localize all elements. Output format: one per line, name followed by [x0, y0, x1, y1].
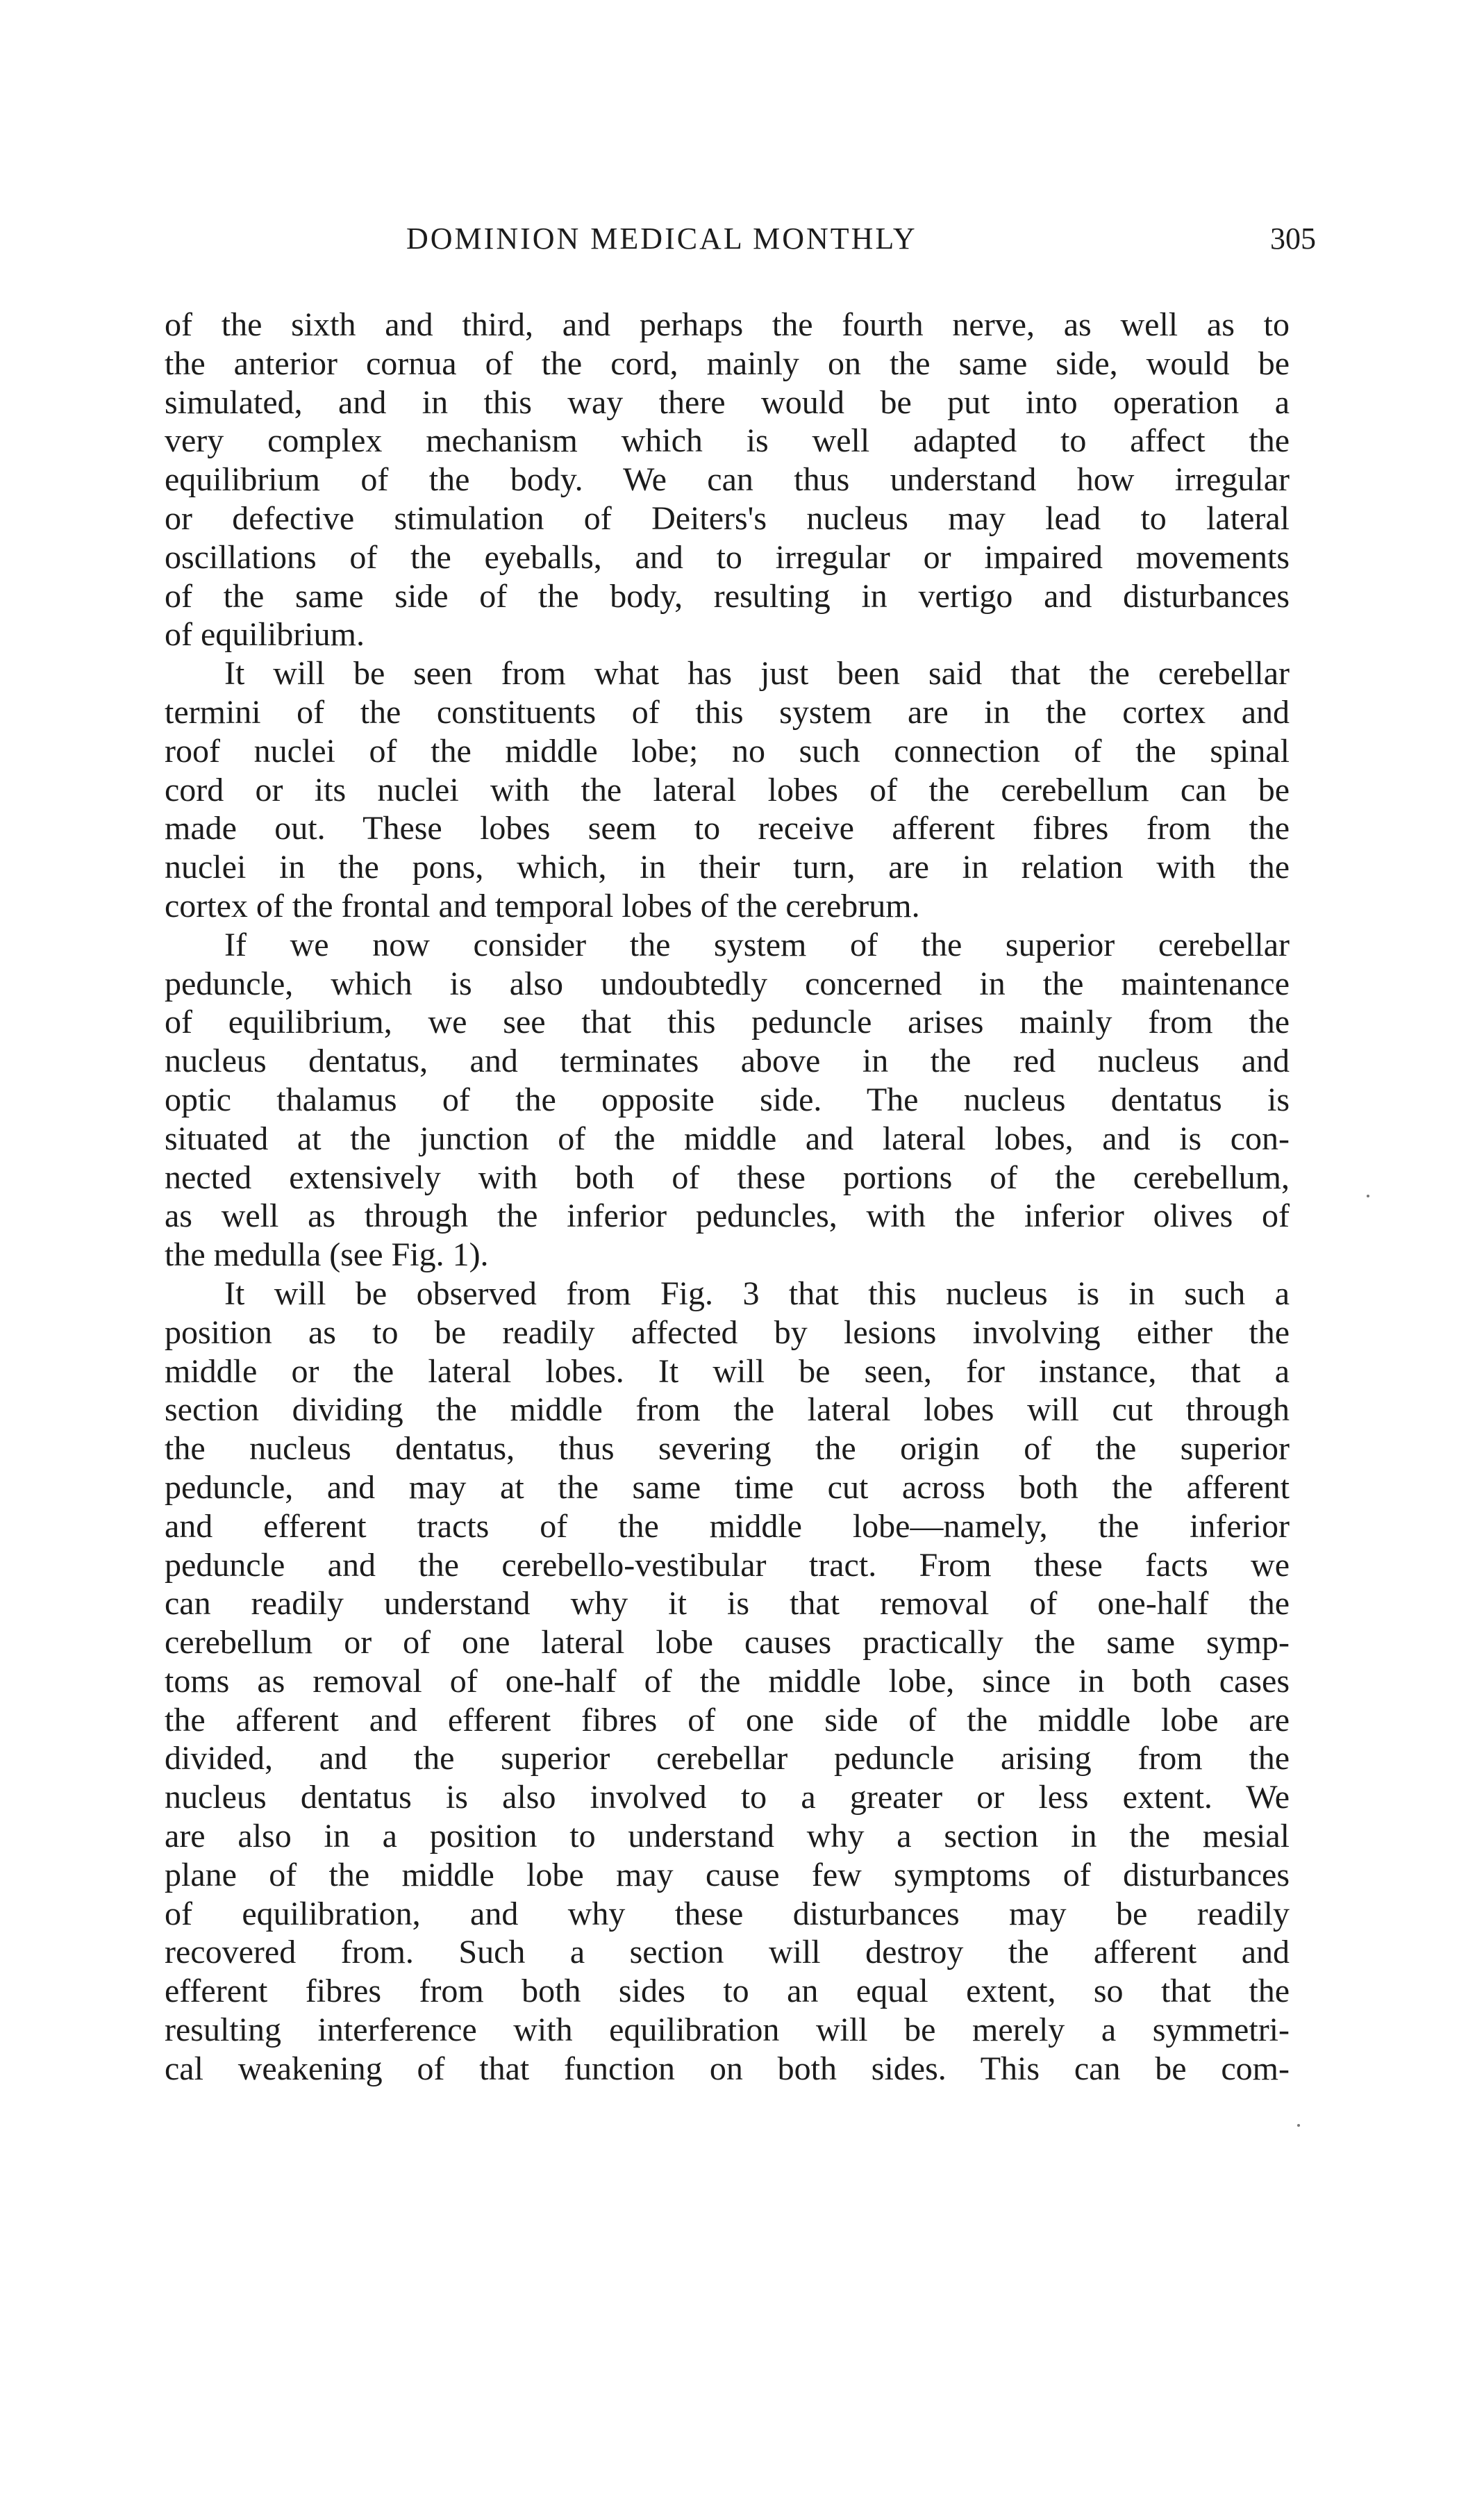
text-line: the nucleus dentatus, thus severing the origin of the superior — [165, 1430, 1290, 1468]
text-line: of equilibration, and why these disturbances may be readily — [165, 1895, 1290, 1932]
text-line: situated at the junction of the middle and lateral lobes, and is con- — [165, 1120, 1290, 1157]
text-line: as well as through the inferior peduncles, with the inferior olives of — [165, 1197, 1290, 1235]
text-line: of equilibrium. — [165, 616, 365, 654]
text-line: the anterior cornua of the cord, mainly on the same side, would be — [165, 345, 1290, 382]
journal-title: DOMINION MEDICAL MONTHLY — [406, 222, 917, 256]
text-line: If we now consider the system of the superior cerebellar — [224, 926, 1290, 963]
text-line: of equilibrium, we see that this peduncle arises mainly from the — [165, 1004, 1290, 1041]
text-line: It will be seen from what has just been said that the cerebellar — [224, 655, 1290, 692]
text-line: cerebellum or of one lateral lobe causes practically the same symp- — [165, 1624, 1290, 1661]
text-line: cal weakening of that function on both sides. This can be com- — [165, 2050, 1290, 2087]
paragraph — [165, 654, 1290, 926]
text-line: efferent fibres from both sides to an equal extent, so that the — [165, 1973, 1290, 2010]
scan-speck — [1297, 2124, 1300, 2127]
text-line: cortex of the frontal and temporal lobes of the cerebrum. — [165, 887, 920, 924]
text-line: can readily understand why it is that removal of one-half the — [165, 1585, 1290, 1623]
text-line: of the sixth and third, and perhaps the fourth nerve, as well as to — [165, 306, 1290, 343]
scan-speck — [1367, 1195, 1369, 1197]
text-line: nected extensively with both of these portions of the cerebellum, — [165, 1159, 1290, 1196]
text-line: divided, and the superior cerebellar peduncle arising from the — [165, 1740, 1290, 1777]
text-line: section dividing the middle from the lateral lobes will cut through — [165, 1391, 1290, 1429]
text-line: It will be observed from Fig. 3 that this nucleus is in such a — [224, 1275, 1290, 1312]
text-line: position as to be readily affected by lesions involving either the — [165, 1313, 1290, 1351]
paragraph — [165, 306, 1290, 654]
text-line: peduncle and the cerebello-vestibular tract. From these facts we — [165, 1546, 1290, 1584]
page-number: 305 — [1270, 222, 1316, 256]
text-line: very complex mechanism which is well adapted to affect the — [165, 422, 1290, 460]
text-line: resulting interference with equilibration will be merely a symmetri- — [165, 2011, 1290, 2049]
text-line: equilibrium of the body. We can thus understand how irregular — [165, 461, 1290, 499]
text-line: plane of the middle lobe may cause few symptoms of disturbances — [165, 1856, 1290, 1893]
text-line: nuclei in the pons, which, in their turn, are in relation with the — [165, 849, 1290, 886]
text-line: peduncle, which is also undoubtedly concerned in the maintenance — [165, 965, 1290, 1002]
text-line: roof nuclei of the middle lobe; no such connection of the spinal — [165, 732, 1290, 770]
text-line: termini of the constituents of this system are in the cortex and — [165, 693, 1290, 731]
text-line: nucleus dentatus is also involved to a greater or less extent. We — [165, 1779, 1290, 1816]
text-line: cord or its nuclei with the lateral lobes of the cerebellum can be — [165, 771, 1290, 808]
paragraph — [165, 926, 1290, 1275]
running-head — [406, 221, 1316, 269]
text-line: of the same side of the body, resulting in vertigo and disturbances — [165, 577, 1290, 615]
text-line: middle or the lateral lobes. It will be seen, for instance, that a — [165, 1352, 1290, 1390]
body-text — [165, 306, 1290, 2089]
text-line: and efferent tracts of the middle lobe—namely, the inferior — [165, 1507, 1290, 1545]
paragraph — [165, 1275, 1290, 2089]
text-line: nucleus dentatus, and terminates above in the red nucleus and — [165, 1043, 1290, 1080]
text-line: made out. These lobes seem to receive afferent fibres from the — [165, 810, 1290, 847]
text-line: oscillations of the eyeballs, and to irregular or impaired movements — [165, 538, 1290, 576]
text-line: or defective stimulation of Deiters's nucleus may lead to lateral — [165, 499, 1290, 537]
text-line: the medulla (see Fig. 1). — [165, 1236, 489, 1274]
text-line: are also in a position to understand why a section in the mesial — [165, 1818, 1290, 1855]
text-line: optic thalamus of the opposite side. The nucleus dentatus is — [165, 1081, 1290, 1118]
text-line: toms as removal of one-half of the middle lobe, since in both cases — [165, 1662, 1290, 1700]
text-line: peduncle, and may at the same time cut across both the afferent — [165, 1468, 1290, 1506]
text-line: recovered from. Such a section will destroy the afferent and — [165, 1934, 1290, 1971]
text-line: simulated, and in this way there would be put into operation a — [165, 383, 1290, 421]
text-line: the afferent and efferent fibres of one side of the middle lobe are — [165, 1701, 1290, 1739]
